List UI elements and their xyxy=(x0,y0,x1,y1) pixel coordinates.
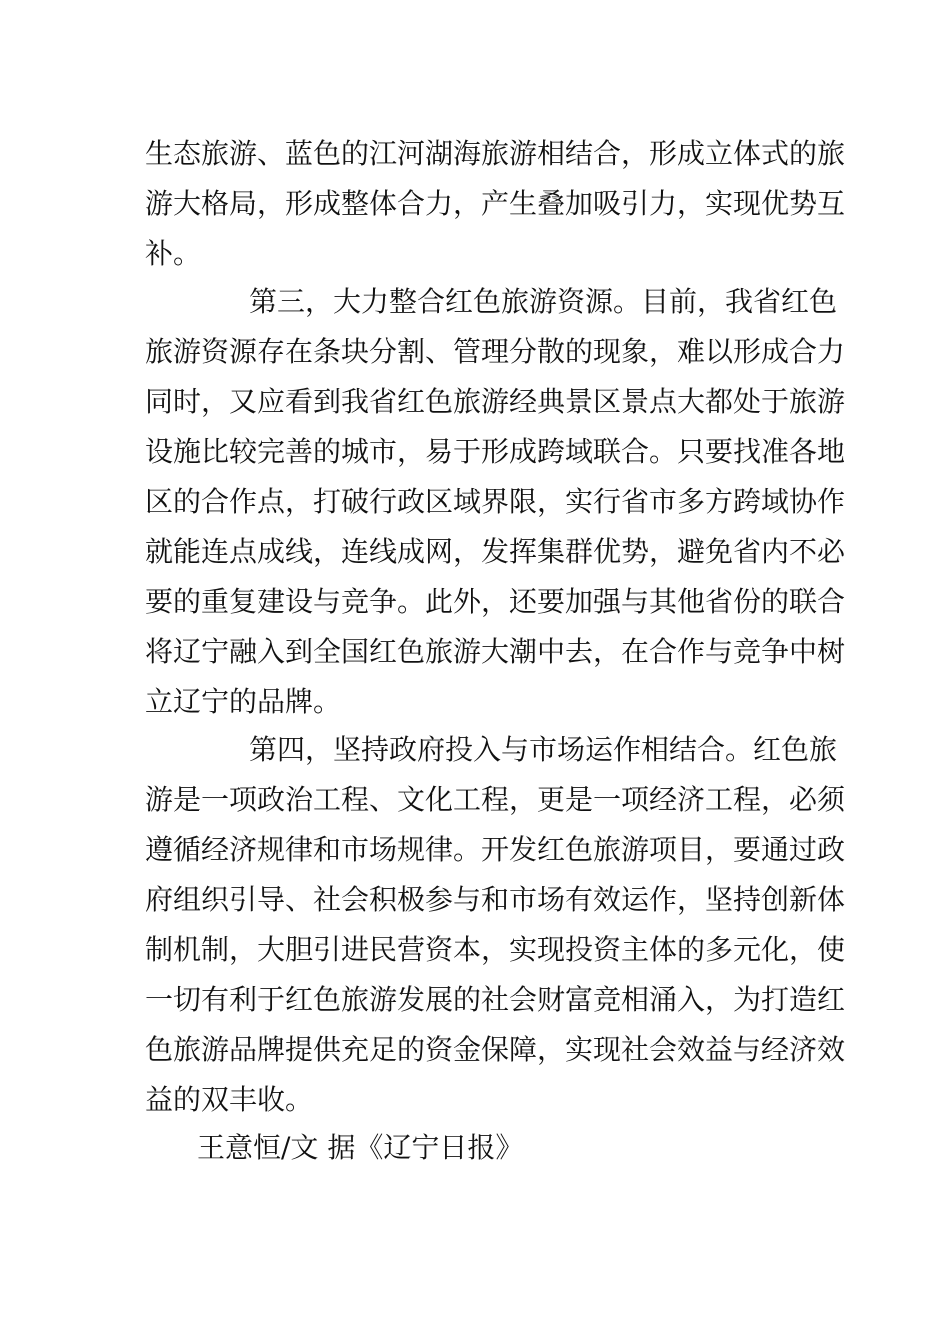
article-signature: 王意恒/文 据《辽宁日报》 xyxy=(197,1131,524,1164)
paragraph-2-line-1: 第三，大力整合红色旅游资源。目前，我省红色 xyxy=(249,285,838,318)
paragraph-1-line-1: 生态旅游、蓝色的江河湖海旅游相结合，形成立体式的旅 xyxy=(145,137,846,170)
paragraph-3-line-6: 一切有利于红色旅游发展的社会财富竞相涌入，为打造红 xyxy=(145,983,846,1016)
paragraph-2-line-3: 同时，又应看到我省红色旅游经典景区景点大都处于旅游 xyxy=(145,385,846,418)
paragraph-2-line-2: 旅游资源存在条块分割、管理分散的现象，难以形成合力 xyxy=(145,335,846,368)
paragraph-2-line-5: 区的合作点，打破行政区域界限，实行省市多方跨域协作 xyxy=(145,485,846,518)
paragraph-2-line-8: 将辽宁融入到全国红色旅游大潮中去，在合作与竞争中树 xyxy=(145,635,846,668)
paragraph-1-line-3: 补。 xyxy=(145,237,202,270)
paragraph-2-line-9: 立辽宁的品牌。 xyxy=(145,685,342,718)
paragraph-3-line-4: 府组织引导、社会积极参与和市场有效运作，坚持创新体 xyxy=(145,883,846,916)
paragraph-2-line-7: 要的重复建设与竞争。此外，还要加强与其他省份的联合 xyxy=(145,585,846,618)
paragraph-3-line-8: 益的双丰收。 xyxy=(145,1083,314,1116)
paragraph-2-line-6: 就能连点成线，连线成网，发挥集群优势，避免省内不必 xyxy=(145,535,846,568)
paragraph-3-line-5: 制机制，大胆引进民营资本，实现投资主体的多元化，使 xyxy=(145,933,846,966)
paragraph-1-line-2: 游大格局，形成整体合力，产生叠加吸引力，实现优势互 xyxy=(145,187,846,220)
paragraph-3-line-7: 色旅游品牌提供充足的资金保障，实现社会效益与经济效 xyxy=(145,1033,846,1066)
paragraph-3-line-3: 遵循经济规律和市场规律。开发红色旅游项目，要通过政 xyxy=(145,833,846,866)
paragraph-3-line-1: 第四，坚持政府投入与市场运作相结合。红色旅 xyxy=(249,733,838,766)
paragraph-2-line-4: 设施比较完善的城市，易于形成跨域联合。只要找准各地 xyxy=(145,435,846,468)
paragraph-3-line-2: 游是一项政治工程、文化工程，更是一项经济工程，必须 xyxy=(145,783,846,816)
